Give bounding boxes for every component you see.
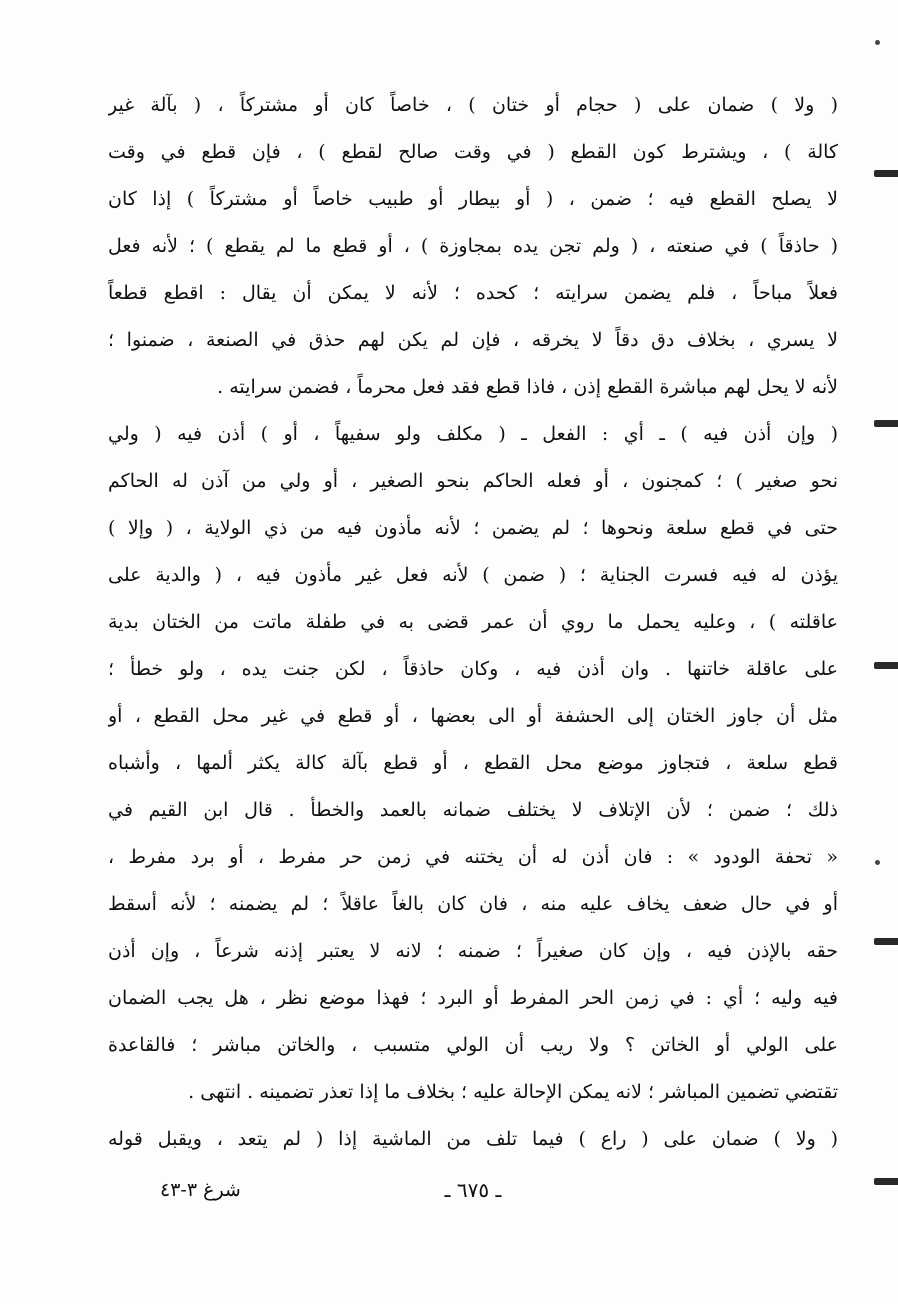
text-line: على الولي أو الخاتن ؟ ولا ريب أن الولي متسبب ، والخاتن مباشر ؛ فالقاعدة bbox=[108, 1034, 838, 1056]
text-line: ( ولا ) ضمان على ( حجام أو ختان ) ، خاصاً كان أو مشتركاً ، ( بآلة غير bbox=[108, 94, 838, 116]
text-line: كالة ) ، ويشترط كون القطع ( في وقت صالح لقطع ) ، فإن قطع في وقت bbox=[108, 141, 838, 163]
text-line: ( وإن أذن فيه ) ـ أي : الفعل ـ ( مكلف ولو سفيهاً ، أو ) أذن فيه ( ولي bbox=[108, 423, 838, 445]
scan-edge-mark bbox=[874, 170, 898, 177]
scan-edge-mark bbox=[874, 1178, 898, 1185]
page-number: ـ ٦٧٥ ـ bbox=[444, 1178, 502, 1202]
scan-edge-mark bbox=[874, 938, 898, 945]
scan-edge-dot bbox=[875, 40, 880, 45]
text-line: حقه بالإذن فيه ، وإن كان صغيراً ؛ ضمنه ؛ لانه لا يعتبر إذنه شرعاً ، وإن أذن bbox=[108, 940, 838, 962]
text-line: أو في حال ضعف يخاف عليه منه ، فان كان بالغاً عاقلاً ؛ لم يضمنه ؛ لأنه أسقط bbox=[108, 893, 838, 915]
page-footer bbox=[108, 1170, 838, 1210]
text-line: عاقلته ) ، وعليه يحمل ما روي أن عمر قضى به في طفلة ماتت من الختان بدية bbox=[108, 611, 838, 633]
scan-edge-mark bbox=[874, 662, 898, 669]
printer-signature: شرغ ٣-٤٣ bbox=[160, 1179, 241, 1201]
text-line: لا يصلح القطع فيه ؛ ضمن ، ( أو بيطار أو طبيب خاصاً أو مشتركاً ) إذا كان bbox=[108, 188, 838, 210]
scan-edge-dot bbox=[875, 860, 880, 865]
body-text bbox=[108, 82, 838, 1163]
text-line: لأنه لا يحل لهم مباشرة القطع إذن ، فاذا قطع فقد فعل محرماً ، فضمن سرايته . bbox=[217, 376, 838, 398]
text-line: فعلاً مباحاً ، فلم يضمن سرايته ؛ كحده ؛ لأنه لا يمكن أن يقال : اقطع قطعاً bbox=[108, 282, 838, 304]
text-line: حتى في قطع سلعة ونحوها ؛ لم يضمن ؛ لأنه مأذون فيه من ذي الولاية ، ( وإلا ) bbox=[108, 517, 838, 539]
text-line: قطع سلعة ، فتجاوز موضع محل القطع ، أو قطع بآلة كالة يكثر ألمها ، وأشباه bbox=[108, 752, 838, 774]
text-line: ( ولا ) ضمان على ( راع ) فيما تلف من الماشية إذا ( لم يتعد ، ويقبل قوله bbox=[108, 1128, 838, 1150]
text-line: « تحفة الودود » : فان أذن له أن يختنه في زمن حر مفرط ، أو برد مفرط ، bbox=[108, 846, 838, 868]
text-line: نحو صغير ) ؛ كمجنون ، أو فعله الحاكم بنحو الصغير ، أو ولي من آذن له الحاكم bbox=[108, 470, 838, 492]
text-line: مثل أن جاوز الختان إلى الحشفة أو الى بعضها ، أو قطع في غير محل القطع ، أو bbox=[108, 705, 838, 727]
text-line: ذلك ؛ ضمن ؛ لأن الإتلاف لا يختلف ضمانه بالعمد والخطأ . قال ابن القيم في bbox=[108, 799, 838, 821]
text-line: يؤذن له فيه فسرت الجناية ؛ ( ضمن ) لأنه فعل غير مأذون فيه ، ( والدية على bbox=[108, 564, 838, 586]
scan-edge-mark bbox=[874, 420, 898, 427]
text-line: فيه وليه ؛ أي : في زمن الحر المفرط أو البرد ؛ فهذا موضع نظر ، هل يجب الضمان bbox=[108, 987, 838, 1009]
text-line: لا يسري ، بخلاف دق دقاً لا يخرقه ، فإن لم يكن لهم حذق في الصنعة ، ضمنوا ؛ bbox=[108, 329, 838, 351]
text-line: ( حاذقاً ) في صنعته ، ( ولم تجن يده بمجاوزة ) ، أو قطع ما لم يقطع ) ؛ لأنه فعل bbox=[108, 235, 838, 257]
text-line: تقتضي تضمين المباشر ؛ لانه يمكن الإحالة عليه ؛ بخلاف ما إذا تعذر تضمينه . انتهى . bbox=[188, 1081, 838, 1103]
text-line: على عاقلة خاتنها . وان أذن فيه ، وكان حاذقاً ، لكن جنت يده ، ولو خطأ ؛ bbox=[108, 658, 838, 680]
